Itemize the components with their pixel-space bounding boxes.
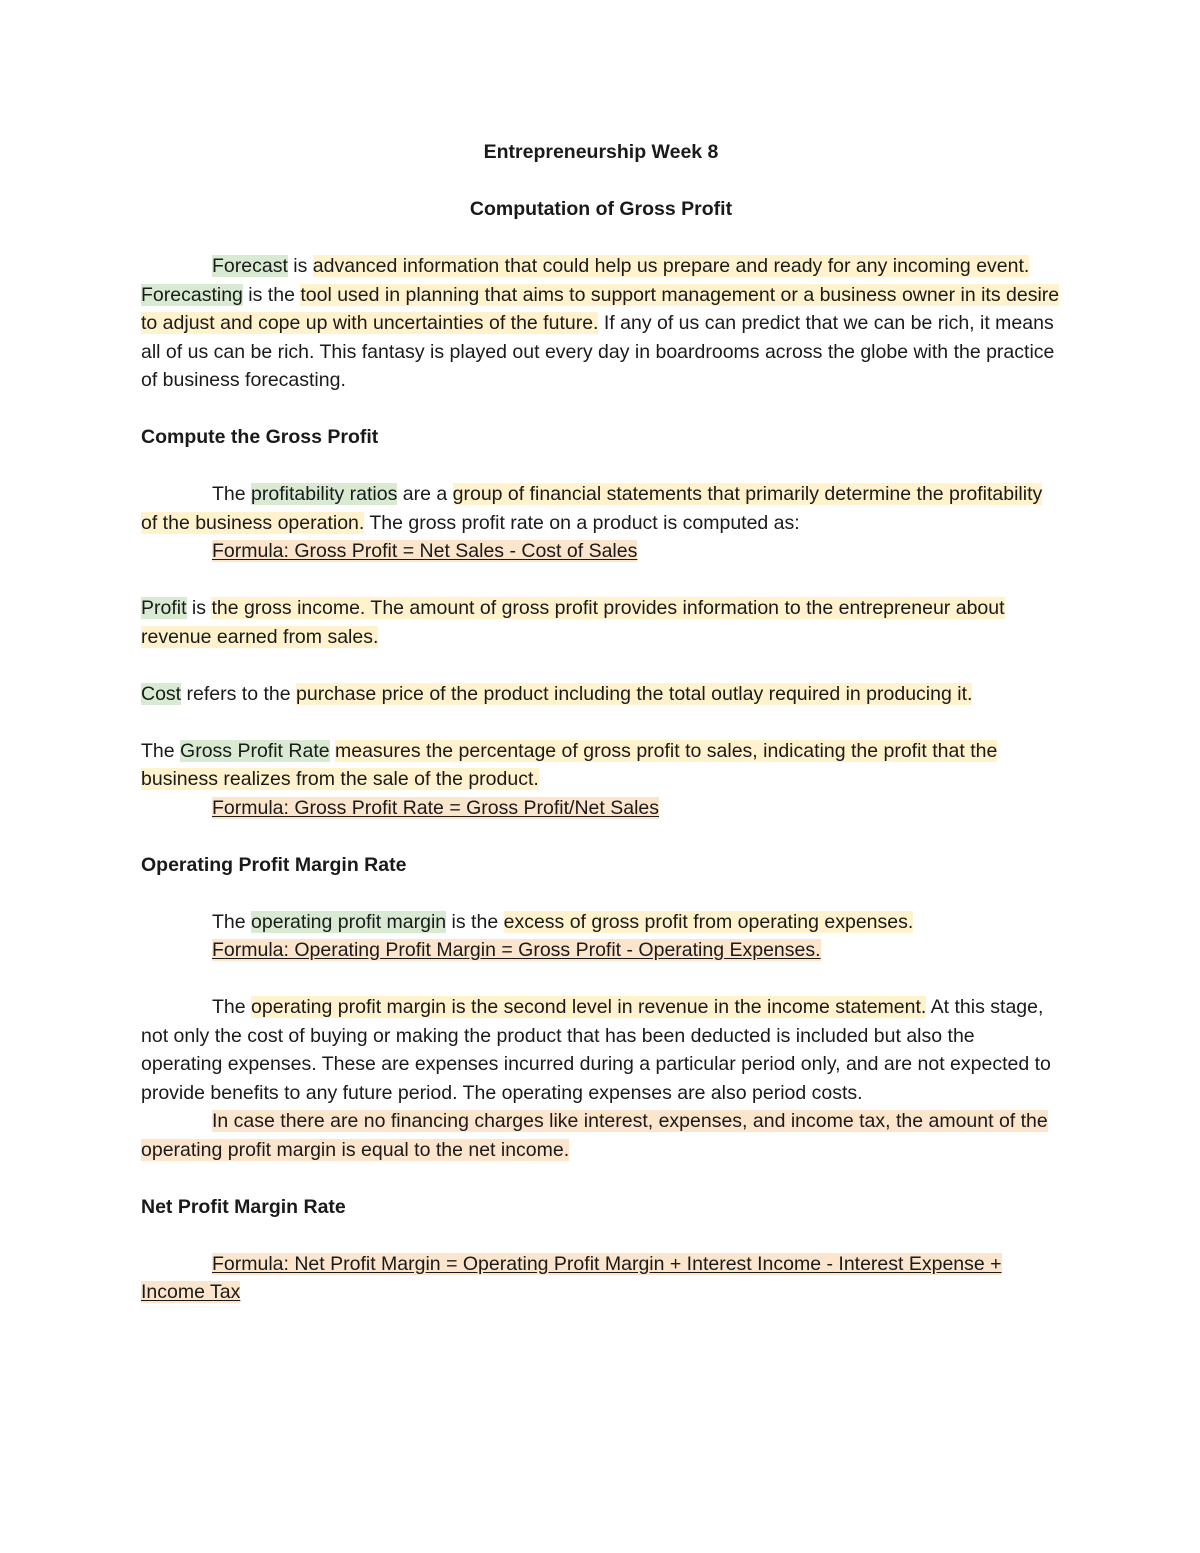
- term-cost: Cost: [141, 682, 182, 705]
- text-run: are a: [397, 483, 453, 505]
- section-heading-operating-profit: Operating Profit Margin Rate: [141, 853, 407, 876]
- term-forecast: Forecast: [212, 255, 288, 277]
- section-heading-gross-profit: Compute the Gross Profit: [141, 426, 379, 448]
- definition-second-level: operating profit margin is the second level in revenue in the income statement.: [251, 996, 927, 1018]
- document-title: Entrepreneurship Week 8: [483, 141, 719, 163]
- definition-profit: the gross income. The amount of gross profit provides information to the entrepreneur about revenue earned from sales.: [141, 597, 1005, 648]
- term-profit: Profit: [141, 597, 187, 619]
- text-run: is: [186, 597, 212, 619]
- definition-cost: purchase price of the product including the total outlay required in producing it.: [296, 682, 973, 705]
- operating-profit-paragraph: [141, 908, 1061, 937]
- text-run: The: [212, 996, 252, 1018]
- term-gross-profit-rate: Gross Profit Rate: [180, 739, 330, 762]
- note-net-income: In case there are no financing charges like interest, expenses, and income tax, the amount of the operating profit margin is equal to the net income.: [141, 1110, 1048, 1161]
- document-page: [141, 138, 1061, 1307]
- definition-operating-profit-margin: excess of gross profit from operating expenses.: [503, 910, 914, 933]
- definition-gross-profit-rate: measures the percentage of gross profit to sales, indicating the profit that the business realizes from the sale of the product.: [141, 739, 998, 790]
- cost-paragraph: [141, 680, 1061, 709]
- definition-profitability-ratios: group of financial statements that primarily determine the profitability of the business operation.: [141, 483, 1043, 534]
- text-run: is the: [446, 910, 504, 933]
- formula-operating-profit-margin: Formula: Operating Profit Margin = Gross Profit - Operating Expenses.: [212, 939, 821, 961]
- document-subtitle: Computation of Gross Profit: [469, 198, 733, 220]
- formula-line-net-profit: [141, 1250, 1061, 1307]
- text-run: At this stage, not only the cost of buying or making the product that has been deducted is included but also the operating expenses. These are expenses incurred during a particular period only, and are not expected to provide benefits to any future period. The operating expenses are also period costs.: [141, 996, 1051, 1104]
- section-heading-net-profit: Net Profit Margin Rate: [141, 1195, 346, 1218]
- formula-line-operating-profit: [141, 936, 1061, 965]
- text-run: is the: [242, 283, 301, 306]
- gross-profit-rate-paragraph: [141, 737, 1061, 794]
- formula-gross-profit-rate: Formula: Gross Profit Rate = Gross Profit/Net Sales: [212, 796, 660, 819]
- term-profitability-ratios: profitability ratios: [251, 483, 398, 505]
- text-run: If any of us can predict that we can be rich, it means all of us can be rich. This fantasy is played out every day in boardrooms across the globe with the practice of business forecasting.: [141, 312, 1055, 391]
- text-run: is: [287, 255, 313, 277]
- text-run: refers to the: [181, 682, 296, 705]
- operating-level-paragraph: [141, 993, 1061, 1107]
- profit-paragraph: [141, 594, 1061, 651]
- forecast-paragraph: [141, 252, 1061, 395]
- text-run: The: [141, 739, 181, 762]
- profitability-paragraph: [141, 480, 1061, 537]
- formula-line-gross-profit-rate: [141, 794, 1061, 823]
- formula-net-profit-margin: Formula: Net Profit Margin = Operating Profit Margin + Interest Income - Interest Expense + Income Tax: [141, 1252, 1002, 1303]
- text-run: The: [212, 910, 252, 933]
- formula-line-gross-profit: [141, 537, 1061, 566]
- definition-forecast: advanced information that could help us prepare and ready for any incoming event.: [312, 255, 1030, 277]
- text-run: The: [212, 483, 252, 505]
- term-forecasting: Forecasting: [141, 283, 243, 306]
- net-income-paragraph: [141, 1107, 1061, 1164]
- term-operating-profit-margin: operating profit margin: [251, 910, 447, 933]
- text-run: The gross profit rate on a product is computed as:: [364, 511, 800, 534]
- definition-forecasting: tool used in planning that aims to support management or a business owner in its desire to adjust and cope up with uncertainties of the future.: [141, 283, 1060, 334]
- formula-gross-profit: Formula: Gross Profit = Net Sales - Cost of Sales: [212, 540, 638, 562]
